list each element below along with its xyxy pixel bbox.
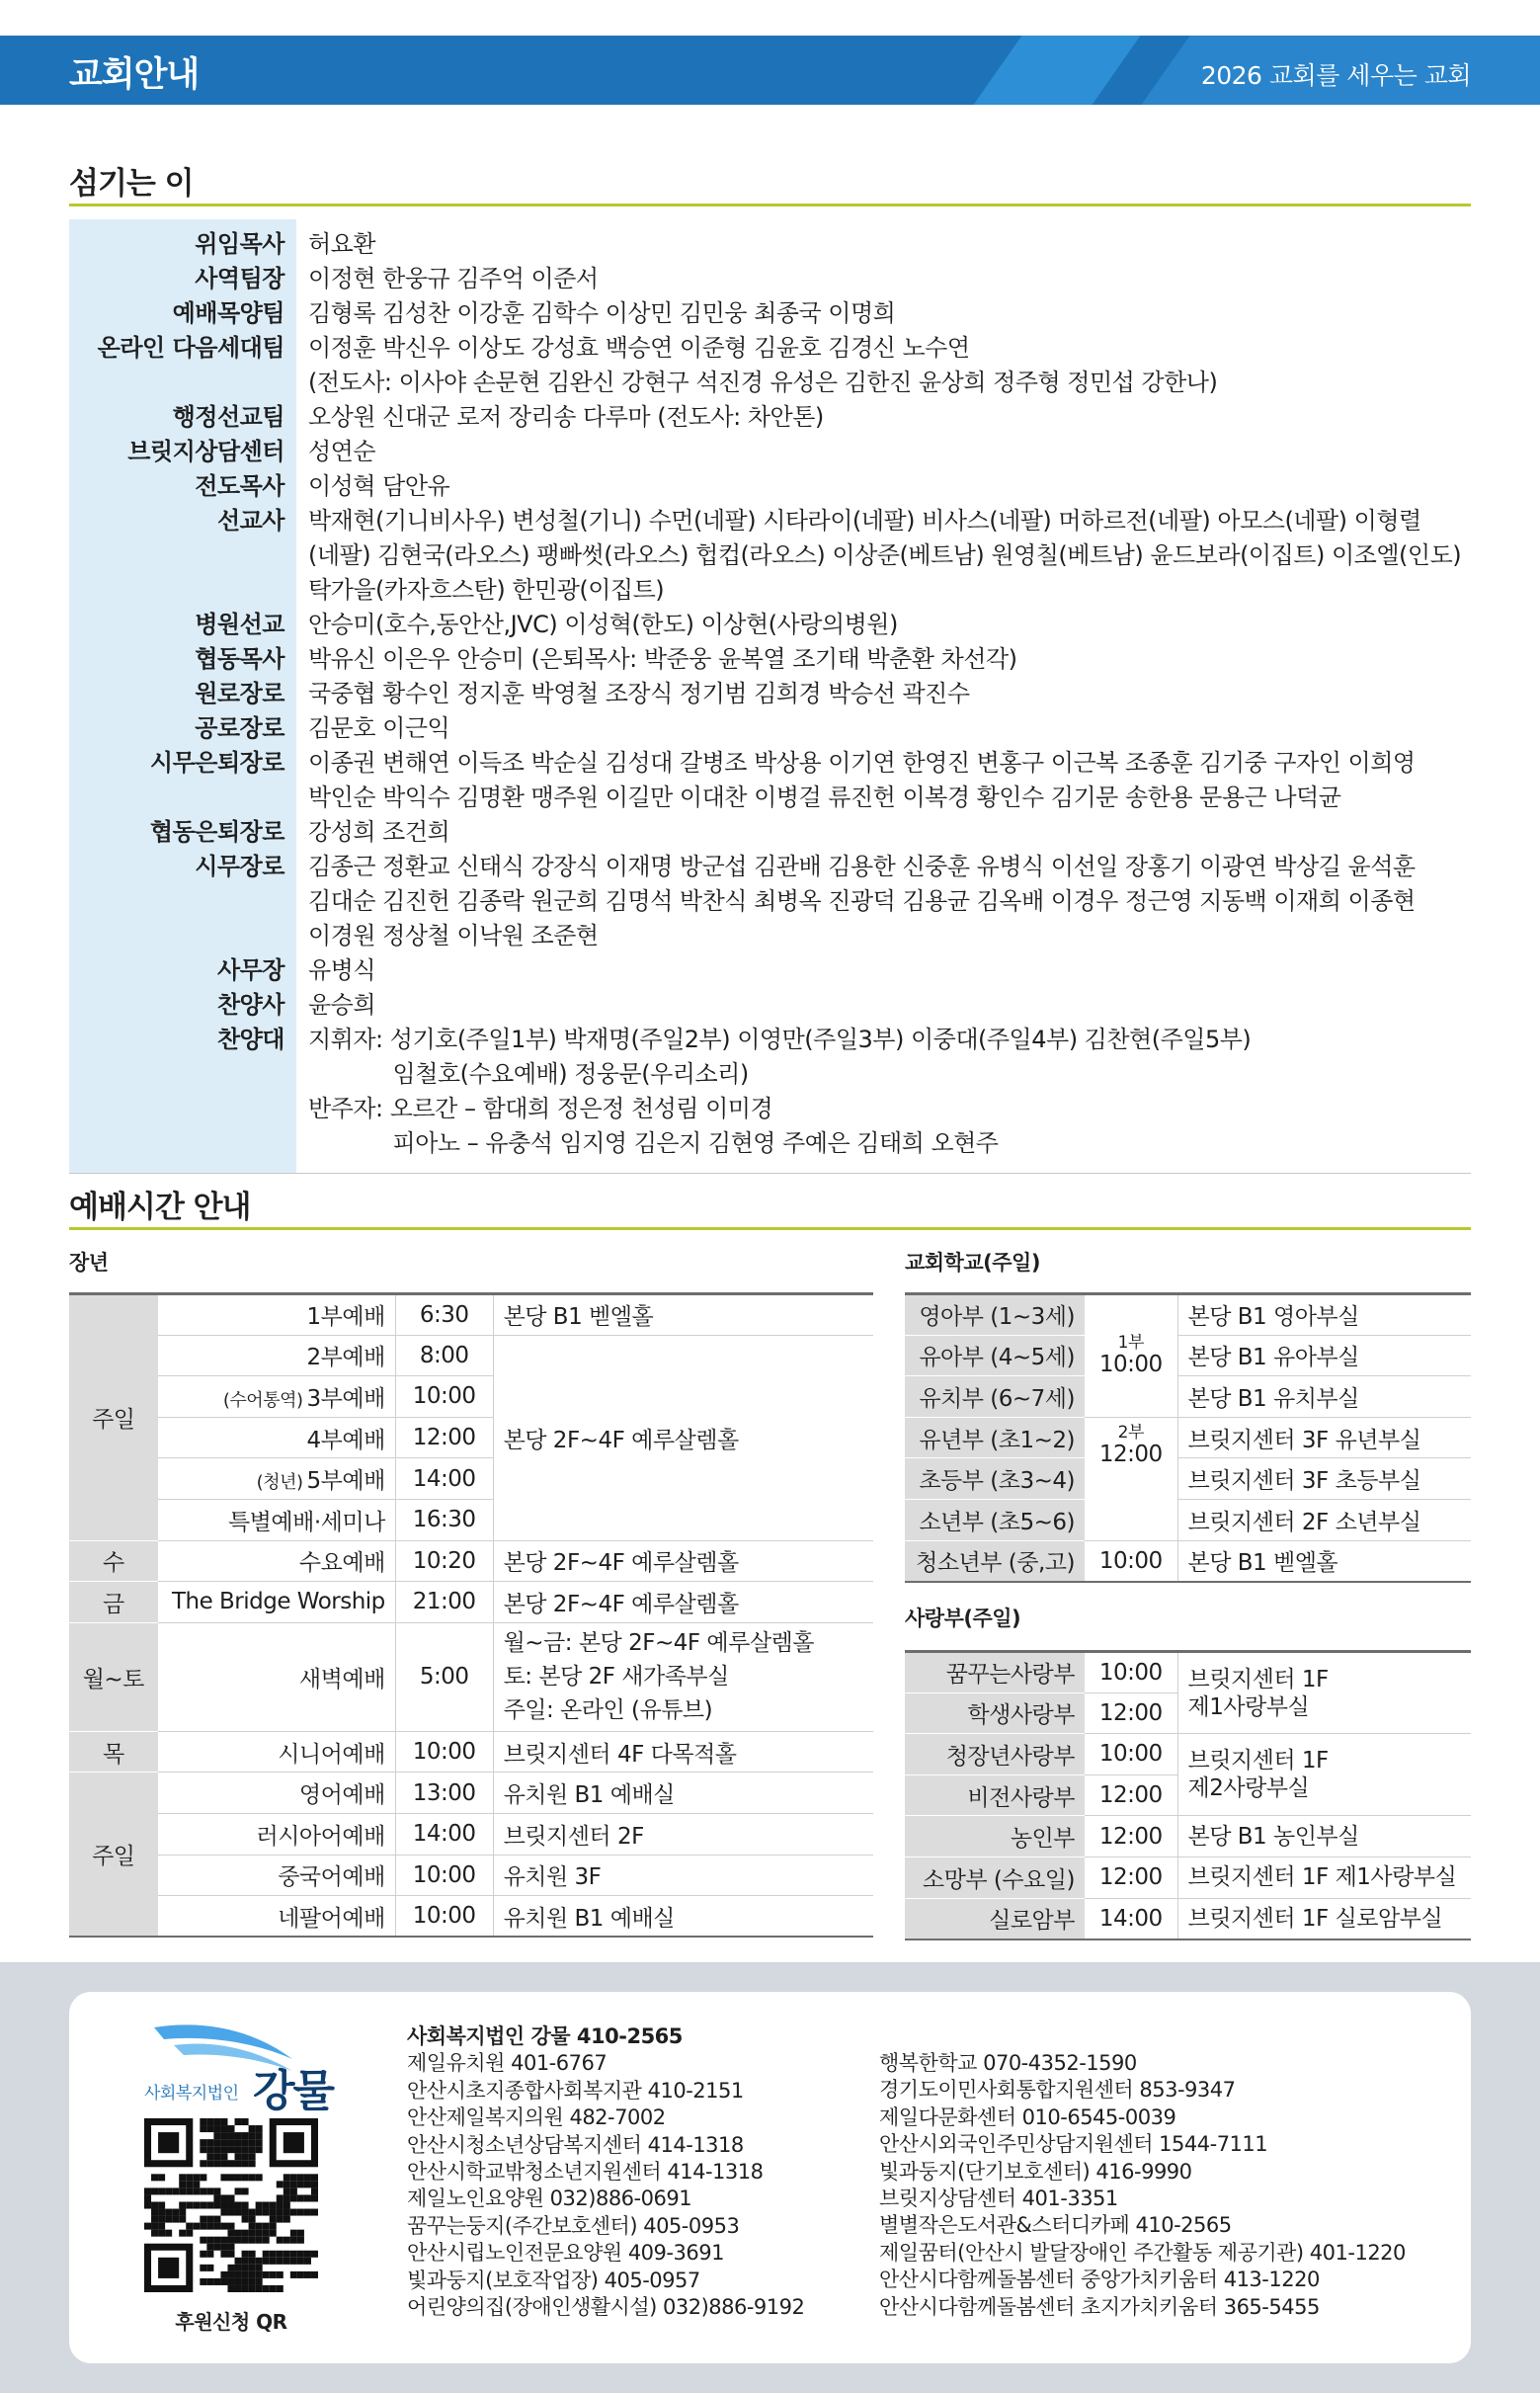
service-name: 러시아어예배 [158, 1813, 396, 1855]
table-row [905, 1499, 1471, 1540]
contact-line: 제일다문화센터 010-6545-0039 [879, 2104, 1176, 2129]
time-cell: 12:00 [1085, 1816, 1177, 1857]
staff-names-line: 강성희 조건희 [308, 818, 450, 846]
header-stripe [973, 36, 1140, 105]
dept-name: 꿈꾸는사랑부 [905, 1652, 1085, 1693]
contact-line: 제일꿈터(안산시 발달장애인 주간활동 제공기관) 401-1220 [879, 2240, 1406, 2265]
dept-name: 청장년사랑부 [905, 1734, 1085, 1775]
service-place: 브릿지센터 2F [493, 1813, 873, 1855]
service-place: 브릿지센터 4F 다목적홀 [493, 1731, 873, 1773]
staff-role-label: 시무장로 [195, 853, 284, 880]
place-line: 브릿지센터 1F [1187, 1666, 1329, 1692]
time-cell: 10:00 [1085, 1540, 1177, 1582]
staff-names [308, 227, 1464, 262]
contact-line: 행복한학교 070-4352-1590 [879, 2051, 1137, 2075]
staff-role-label: 사무장 [216, 956, 284, 984]
dept-place: 브릿지센터 1F 실로암부실 [1177, 1898, 1471, 1939]
qr-code-icon [144, 2118, 318, 2292]
day-cell: 목 [69, 1731, 158, 1773]
time-cell [1085, 1417, 1177, 1540]
school-label: 교회학교(주일) [905, 1251, 1040, 1275]
qr-label: 후원신청 QR [175, 2310, 287, 2334]
contact-line: 안산시다함께돌봄센터 초지가치키움터 365-5455 [879, 2294, 1320, 2319]
staff-names-line: 김대순 김진헌 김종락 원군희 김명석 박찬식 최병옥 진광덕 김용균 김옥배 이경우 정근영 지동백 이재희 이종현 [308, 887, 1416, 915]
service-time: 21:00 [395, 1582, 493, 1623]
service-name: 새벽예배 [158, 1622, 396, 1731]
dept-name: 농인부 [905, 1816, 1085, 1857]
dept-place: 본당 B1 유치부실 [1177, 1376, 1471, 1418]
staff-names-line: 안승미(호수,동안산,JVC) 이성혁(한도) 이상현(사랑의병원) [308, 611, 898, 638]
page-subtitle: 2026 교회를 세우는 교회 [1200, 61, 1471, 90]
contacts-column-2 [879, 2050, 1406, 2321]
staff-names-line: 이종권 변해연 이득조 박순실 김성대 갈병조 박상용 이기연 한영진 변홍구 이근복 조종훈 김기중 구자인 이희영 [308, 749, 1416, 777]
contact-line: 어린양의집(장애인생활시설) 032)886-9192 [407, 2295, 805, 2320]
dept-name: 소년부 (초5~6) [905, 1499, 1085, 1540]
table-row [69, 1622, 873, 1731]
service-time: 14:00 [395, 1813, 493, 1855]
dept-name: 비전사랑부 [905, 1774, 1085, 1816]
time-cell: 12:00 [1085, 1692, 1177, 1734]
logo-big-text: 강물 [253, 2066, 334, 2116]
staff-role-label: 공로장로 [195, 714, 284, 742]
period-label: 1부 [1117, 1333, 1144, 1354]
divider [69, 1173, 1471, 1174]
dept-place: 브릿지센터 2F 소년부실 [1177, 1499, 1471, 1540]
staff-names-line: 이경원 정상철 이낙원 조준현 [308, 922, 599, 949]
table-row [905, 1417, 1471, 1458]
service-name-text: 5부예배 [306, 1468, 385, 1495]
staff-names [308, 400, 1464, 435]
staff-names-line: 김형록 김성찬 이강훈 김학수 이상민 김민웅 최종국 이명희 [308, 299, 896, 327]
contact-line: 제일노인요양원 032)886-0691 [407, 2187, 692, 2211]
staff-names-line: 박유신 이은우 안승미 (은퇴목사: 박준웅 윤복열 조기태 박춘환 차선각) [308, 645, 1017, 673]
staff-role-label: 예배목양팀 [172, 299, 284, 327]
service-name [158, 1458, 396, 1500]
dept-name: 청소년부 (중,고) [905, 1540, 1085, 1582]
contact-line: 빛과둥지(보호작업장) 405-0957 [407, 2268, 700, 2292]
service-place: 본당 B1 벧엘홀 [493, 1294, 873, 1336]
staff-names [308, 435, 1464, 469]
table-row [69, 1855, 873, 1896]
table-row [69, 1896, 873, 1938]
table-row [905, 1458, 1471, 1500]
dept-place: 본당 B1 농인부실 [1177, 1816, 1471, 1857]
love-table [905, 1650, 1471, 1940]
table-row [905, 1652, 1471, 1693]
staff-role-label: 온라인 다음세대팀 [97, 334, 284, 362]
contact-line: 안산시학교밖청소년지원센터 414-1318 [407, 2160, 764, 2185]
contact-line: 안산시외국인주민상담지원센터 1544-7111 [879, 2132, 1268, 2157]
table-row [69, 1540, 873, 1582]
service-place: 본당 2F~4F 예루살렘홀 [493, 1540, 873, 1582]
place-line: 월~금: 본당 2F~4F 예루살렘홀 [503, 1630, 814, 1657]
contact-title: 사회복지법인 강물 410-2565 [407, 2024, 683, 2048]
page-title: 교회안내 [69, 55, 200, 95]
service-name: 특별예배·세미나 [158, 1499, 396, 1540]
service-name: 영어예배 [158, 1773, 396, 1814]
service-name-text: 3부예배 [306, 1385, 385, 1412]
staff-names [308, 331, 1464, 400]
place-line: 제1사랑부실 [1187, 1693, 1310, 1720]
table-row [69, 1773, 873, 1814]
service-name: 수요예배 [158, 1540, 396, 1582]
service-place: 유치원 B1 예배실 [493, 1773, 873, 1814]
service-time: 16:30 [395, 1499, 493, 1540]
dept-name: 유아부 (4~5세) [905, 1335, 1085, 1376]
staff-names-line: 박재현(기니비사우) 변성철(기니) 수먼(네팔) 시타라이(네팔) 비사스(네팔) 머하르전(네팔) 아모스(네팔) 이형렬 [308, 507, 1421, 535]
dept-place: 브릿지센터 1F 제1사랑부실 [1177, 1857, 1471, 1898]
service-time: 10:20 [395, 1540, 493, 1582]
service-time: 10:00 [395, 1731, 493, 1773]
service-place: 본당 2F~4F 예루살렘홀 [493, 1582, 873, 1623]
table-row [905, 1734, 1471, 1775]
section-rule [69, 204, 1471, 206]
staff-names-line: (네팔) 김현국(라오스) 팽빠썻(라오스) 헙컵(라오스) 이상준(베트남) 원영칠(베트남) 윤드보라(이집트) 이조엘(인도) [308, 541, 1462, 569]
worship-section-title: 예배시간 안내 [69, 1190, 251, 1225]
service-name: 1부예배 [158, 1294, 396, 1336]
staff-names-line: 김문호 이근익 [308, 714, 450, 742]
dept-place: 브릿지센터 3F 유년부실 [1177, 1417, 1471, 1458]
staff-names [308, 746, 1464, 815]
time-cell: 10:00 [1085, 1652, 1177, 1693]
service-time: 10:00 [395, 1376, 493, 1418]
staff-list [69, 219, 1471, 1173]
table-row [69, 1335, 873, 1376]
staff-names-line: 이정현 한웅규 김주억 이준서 [308, 265, 599, 292]
table-row [69, 1582, 873, 1623]
dept-place: 본당 B1 영아부실 [1177, 1294, 1471, 1336]
staff-names [308, 296, 1464, 331]
table-row [69, 1813, 873, 1855]
dept-place [1177, 1652, 1471, 1734]
place-line: 토: 본당 2F 새가족부실 [503, 1664, 729, 1691]
service-place: 유치원 3F [493, 1855, 873, 1896]
time-cell: 10:00 [1085, 1734, 1177, 1775]
period-time: 10:00 [1098, 1352, 1163, 1378]
staff-names [308, 988, 1464, 1023]
staff-role-label: 협동은퇴장로 [149, 818, 284, 846]
adult-worship-table [69, 1292, 873, 1938]
staff-names-line: 이성혁 담안유 [308, 472, 450, 500]
dept-name: 초등부 (초3~4) [905, 1458, 1085, 1500]
place-line: 브릿지센터 1F [1187, 1748, 1329, 1774]
contact-line: 안산시초지종합사회복지관 410-2151 [407, 2078, 744, 2103]
service-name: 중국어예배 [158, 1855, 396, 1896]
dept-name: 실로암부 [905, 1898, 1085, 1939]
table-row [905, 1898, 1471, 1939]
staff-role-label: 행정선교팀 [172, 403, 284, 431]
staff-names-line: 반주자: 오르간 – 함대희 정은정 천성림 이미경 [308, 1095, 773, 1122]
service-time: 8:00 [395, 1335, 493, 1376]
staff-names-line: 탁가을(카자흐스탄) 한민광(이집트) [308, 576, 665, 604]
staff-role-label: 시무은퇴장로 [149, 749, 284, 777]
contact-line: 안산시청소년상담복지센터 414-1318 [407, 2132, 744, 2157]
place-line: 제2사랑부실 [1187, 1775, 1310, 1802]
contact-line: 안산시다함께돌봄센터 중앙가치키움터 413-1220 [879, 2268, 1320, 2292]
dept-name: 유치부 (6~7세) [905, 1376, 1085, 1418]
staff-names [308, 469, 1464, 504]
service-name: 시니어예배 [158, 1731, 396, 1773]
adult-label: 장년 [69, 1251, 109, 1275]
service-name [158, 1376, 396, 1418]
service-name: 2부예배 [158, 1335, 396, 1376]
staff-names [308, 642, 1464, 677]
section-rule [69, 1227, 1471, 1230]
dept-name: 유년부 (초1~2) [905, 1417, 1085, 1458]
contact-line: 경기도이민사회통합지원센터 853-9347 [879, 2078, 1236, 2103]
footer-card [69, 1992, 1471, 2363]
time-cell: 14:00 [1085, 1898, 1177, 1939]
day-cell: 주일 [69, 1773, 158, 1937]
service-prefix: (수어통역) [222, 1389, 303, 1411]
staff-names [308, 677, 1464, 711]
table-row [69, 1294, 873, 1336]
staff-names-line: 지휘자: 성기호(주일1부) 박재명(주일2부) 이영만(주일3부) 이중대(주일4부) 김찬현(주일5부) [308, 1026, 1252, 1053]
service-time: 13:00 [395, 1773, 493, 1814]
logo-small-text: 사회복지법인 [144, 2084, 239, 2104]
staff-names [308, 711, 1464, 746]
service-time: 5:00 [395, 1622, 493, 1731]
dept-name: 영아부 (1~3세) [905, 1294, 1085, 1336]
staff-names-line: 피아노 – 유충석 임지영 김은지 김현영 주예은 김태희 오현주 [308, 1129, 999, 1157]
staff-names-line: 이정훈 박신우 이상도 강성효 백승연 이준형 김윤호 김경신 노수연 [308, 334, 970, 362]
love-label: 사랑부(주일) [905, 1607, 1021, 1630]
dept-place [1177, 1734, 1471, 1816]
dept-place: 본당 B1 벧엘홀 [1177, 1540, 1471, 1582]
footer [0, 1962, 1540, 2393]
staff-names [308, 850, 1464, 953]
contact-line: 브릿지상담센터 401-3351 [879, 2187, 1118, 2211]
staff-names-line: 국중협 황수인 정지훈 박영철 조장식 정기범 김희경 박승선 곽진수 [308, 680, 970, 707]
table-row [905, 1335, 1471, 1376]
staff-names-line: 허요환 [308, 230, 376, 258]
staff-role-label: 브릿지상담센터 [127, 438, 284, 465]
staff-names [308, 953, 1464, 988]
staff-role-label: 병원선교 [195, 611, 284, 638]
staff-names [308, 504, 1464, 608]
qr-code[interactable] [144, 2118, 318, 2292]
staff-names-line: 유병식 [308, 956, 376, 984]
table-row [905, 1857, 1471, 1898]
staff-names [308, 608, 1464, 642]
dept-name: 학생사랑부 [905, 1692, 1085, 1734]
service-time: 12:00 [395, 1417, 493, 1458]
service-place [493, 1622, 873, 1731]
staff-names-line: 오상원 신대군 로저 장리송 다루마 (전도사: 차안톤) [308, 403, 824, 431]
staff-section-title: 섬기는 이 [69, 166, 194, 202]
staff-names-line: (전도사: 이사야 손문현 김완신 강현구 석진경 유성은 김한진 윤상희 정주형 정민섭 강한나) [308, 369, 1218, 396]
staff-role-label: 전도목사 [195, 472, 284, 500]
service-place: 본당 2F~4F 예루살렘홀 [493, 1335, 873, 1540]
staff-role-label: 찬양사 [216, 991, 284, 1019]
time-cell: 12:00 [1085, 1774, 1177, 1816]
service-place: 유치원 B1 예배실 [493, 1896, 873, 1938]
period-label: 2부 [1117, 1422, 1144, 1443]
staff-role-label: 협동목사 [195, 645, 284, 673]
table-row [905, 1294, 1471, 1336]
service-name: 네팔어예배 [158, 1896, 396, 1938]
day-cell: 수 [69, 1540, 158, 1582]
service-time: 10:00 [395, 1896, 493, 1938]
staff-names [308, 1023, 1464, 1161]
gangmul-logo [144, 2020, 342, 2116]
contact-line: 안산시립노인전문요양원 409-3691 [407, 2241, 724, 2266]
staff-names-line: 임철호(수요예배) 정웅문(우리소리) [308, 1060, 749, 1088]
contact-line: 빛과둥지(단기보호센터) 416-9990 [879, 2159, 1192, 2184]
contacts-column-1 [407, 2023, 804, 2321]
staff-names-line: 성연순 [308, 438, 376, 465]
period-time: 12:00 [1098, 1441, 1163, 1467]
service-prefix: (청년) [256, 1472, 303, 1494]
contact-line: 꿈꾸는둥지(주간보호센터) 405-0953 [407, 2213, 740, 2238]
time-cell: 12:00 [1085, 1857, 1177, 1898]
staff-role-label: 사역팀장 [195, 265, 284, 292]
school-table [905, 1292, 1471, 1583]
time-cell [1085, 1294, 1177, 1418]
dept-name: 소망부 (수요일) [905, 1857, 1085, 1898]
staff-names [308, 815, 1464, 850]
day-cell: 월~토 [69, 1622, 158, 1731]
table-row [905, 1376, 1471, 1418]
dept-place: 브릿지센터 3F 초등부실 [1177, 1458, 1471, 1500]
staff-role-label: 원로장로 [195, 680, 284, 707]
service-time: 6:30 [395, 1294, 493, 1336]
service-name: 4부예배 [158, 1417, 396, 1458]
table-row [905, 1540, 1471, 1582]
staff-names [308, 262, 1464, 296]
table-row [69, 1731, 873, 1773]
day-cell: 주일 [69, 1294, 158, 1541]
staff-names-line: 윤승희 [308, 991, 376, 1019]
page-header [0, 36, 1540, 105]
service-time: 14:00 [395, 1458, 493, 1500]
service-name: The Bridge Worship [158, 1582, 396, 1623]
staff-names-line: 박인순 박익수 김명환 맹주원 이길만 이대찬 이병걸 류진헌 이복경 황인수 김기문 송한용 문용근 나덕균 [308, 784, 1341, 811]
staff-role-label: 찬양대 [216, 1026, 284, 1053]
staff-names-line: 김종근 정환교 신태식 강장식 이재명 방군섭 김관배 김용한 신중훈 유병식 이선일 장홍기 이광연 박상길 윤석훈 [308, 853, 1416, 880]
contact-line: 안산제일복지의원 482-7002 [407, 2105, 666, 2130]
contact-line: 제일유치원 401-6767 [407, 2051, 608, 2076]
place-line: 주일: 온라인 (유튜브) [503, 1697, 713, 1724]
service-time: 10:00 [395, 1855, 493, 1896]
contact-line: 별별작은도서관&스터디카페 410-2565 [879, 2213, 1232, 2238]
dept-place: 본당 B1 유아부실 [1177, 1335, 1471, 1376]
table-row [905, 1816, 1471, 1857]
day-cell: 금 [69, 1582, 158, 1623]
staff-role-label: 선교사 [216, 507, 284, 535]
staff-role-label: 위임목사 [195, 230, 284, 258]
